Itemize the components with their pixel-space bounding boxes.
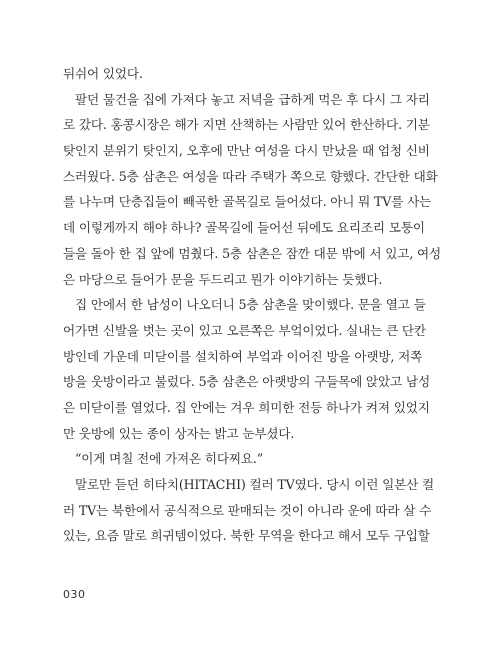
- text-line: 방을 웃방이라고 불렀다. 5층 삼촌은 아랫방의 구들목에 앉았고 남성: [63, 374, 430, 390]
- text-line: 데 이렇게까지 해야 하나? 골목길에 들어선 뒤에도 요리조리 모퉁이: [63, 220, 425, 236]
- text-line: 어가면 신발을 벗는 곳이 있고 오른쪽은 부엌이었다. 실내는 큰 단칸: [63, 322, 426, 338]
- body-text: [63, 61, 441, 549]
- text-line: 말로만 듣던 히타치(HITACHI) 컬러 TV였다. 당시 이런 일본산 컬: [75, 477, 435, 492]
- text-line: 뒤쉬어 있었다.: [63, 66, 143, 81]
- dialogue-line: “이게 며칠 전에 가져온 히다찌요.”: [75, 451, 264, 467]
- text-line: 은 미닫이를 열었다. 집 안에는 겨우 희미한 전등 하나가 켜져 있었지: [63, 399, 430, 415]
- text-line: 팔던 물건을 집에 가져다 놓고 저녁을 급하게 먹은 후 다시 그 자리: [75, 91, 430, 107]
- text-line: 방인데 가운데 미닫이를 설치하여 부엌과 이어진 방을 아랫방, 저쪽: [63, 348, 423, 364]
- text-line: 집 안에서 한 남성이 나오더니 5층 삼촌을 맞이했다. 문을 열고 들: [75, 297, 426, 313]
- page-number: 030: [63, 588, 86, 601]
- text-line: 탓인지 분위기 탓인지, 오후에 만난 여성을 다시 만났을 때 엄청 신비: [63, 143, 430, 159]
- text-line: 만 웃방에 있는 종이 상자는 밝고 눈부셨다.: [63, 425, 295, 441]
- text-line: 를 나누며 단층집들이 빼곡한 골목길로 들어섰다. 아니 뭐 TV를 사는: [63, 194, 432, 210]
- text-line: 들을 돌아 한 집 앞에 멈췄다. 5층 삼촌은 잠깐 대문 밖에 서 있고, 여성: [63, 245, 442, 261]
- text-line: 로 갔다. 홍콩시장은 해가 지면 산책하는 사람만 있어 한산하다. 기분: [63, 117, 430, 133]
- text-line: 있는, 요즘 말로 희귀템이었다. 북한 무역을 한다고 해서 모두 구입할: [63, 528, 430, 544]
- text-line: 스러웠다. 5층 삼촌은 여성을 따라 주택가 쪽으로 향했다. 간단한 대화: [63, 168, 438, 184]
- text-line: 은 마당으로 들어가 문을 두드리고 뭔가 이야기하는 듯했다.: [63, 271, 383, 287]
- text-line: 러 TV는 북한에서 공식적으로 판매되는 것이 아니라 운에 따라 살 수: [63, 502, 432, 518]
